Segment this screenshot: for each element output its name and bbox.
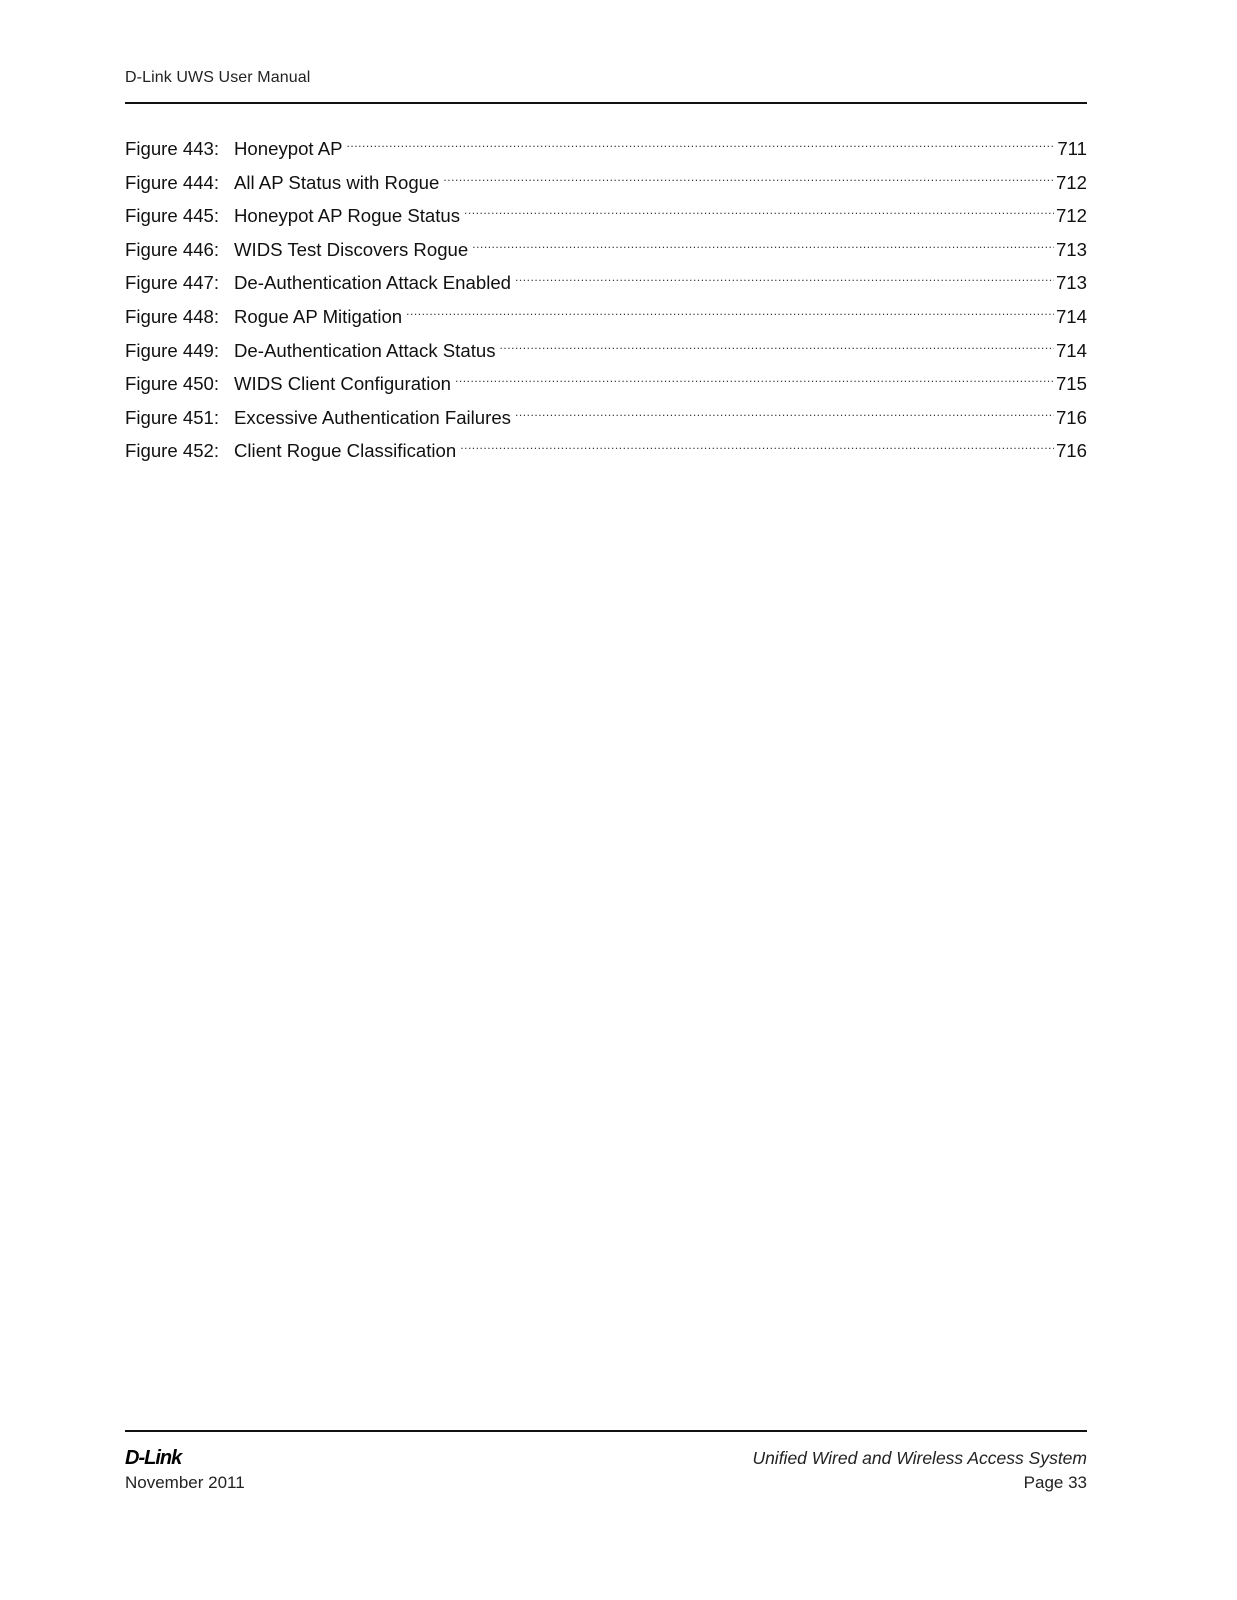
- toc-entry[interactable]: [125, 303, 1087, 337]
- figure-number: Figure 447:: [125, 272, 220, 294]
- footer-page-number: Page 33: [1023, 1473, 1087, 1492]
- toc-entry[interactable]: [125, 135, 1087, 169]
- toc-entry[interactable]: [125, 169, 1087, 203]
- dot-leader: [464, 202, 1054, 222]
- header-title: D-Link UWS User Manual: [125, 69, 311, 86]
- figure-page-number: 711: [1057, 138, 1087, 159]
- figure-title: WIDS Client Configuration: [234, 373, 452, 395]
- dot-leader: [472, 236, 1054, 256]
- footer-date: November 2011: [125, 1473, 245, 1492]
- figure-title: Client Rogue Classification: [234, 440, 457, 462]
- figure-page-number: 712: [1055, 205, 1087, 227]
- page-header: [125, 64, 1087, 104]
- figure-page-number: 714: [1055, 305, 1087, 327]
- toc-entry[interactable]: [125, 404, 1087, 438]
- figure-title: WIDS Test Discovers Rogue: [234, 238, 469, 260]
- toc-entry[interactable]: [125, 269, 1087, 303]
- dot-leader: [460, 437, 1054, 457]
- dot-leader: [443, 169, 1054, 189]
- dot-leader: [347, 135, 1056, 155]
- figure-page-number: 715: [1055, 373, 1087, 395]
- figure-page-number: 714: [1055, 339, 1087, 361]
- dot-leader: [406, 303, 1054, 323]
- figure-number: Figure 445:: [125, 205, 220, 227]
- list-of-figures: [125, 135, 1087, 471]
- figure-number: Figure 443:: [125, 138, 220, 159]
- figure-page-number: 713: [1055, 272, 1087, 294]
- figure-page-number: 713: [1055, 238, 1087, 260]
- page-footer: [125, 1430, 1087, 1510]
- toc-entry[interactable]: [125, 437, 1087, 471]
- figure-number: Figure 451:: [125, 406, 220, 428]
- figure-number: Figure 450:: [125, 373, 220, 395]
- figure-page-number: 716: [1055, 406, 1087, 428]
- footer-system-name: Unified Wired and Wireless Access System: [752, 1448, 1087, 1468]
- dot-leader: [500, 337, 1054, 357]
- toc-entry[interactable]: [125, 236, 1087, 270]
- dot-leader: [515, 404, 1054, 424]
- figure-page-number: 712: [1055, 171, 1087, 193]
- figure-number: Figure 452:: [125, 440, 220, 462]
- toc-entry[interactable]: [125, 370, 1087, 404]
- figure-title: All AP Status with Rogue: [234, 171, 440, 193]
- dot-leader: [515, 269, 1054, 289]
- figure-number: Figure 446:: [125, 238, 220, 260]
- figure-title: De-Authentication Attack Enabled: [234, 272, 512, 294]
- dlink-logo: [125, 1446, 191, 1468]
- svg-text:D-Link: D-Link: [125, 1447, 182, 1468]
- figure-title: Honeypot AP Rogue Status: [234, 205, 461, 227]
- figure-title: Honeypot AP: [234, 138, 343, 159]
- figure-title: Rogue AP Mitigation: [234, 305, 403, 327]
- figure-title: De-Authentication Attack Status: [234, 339, 496, 361]
- figure-title: Excessive Authentication Failures: [234, 406, 511, 428]
- dot-leader: [455, 370, 1054, 390]
- toc-entry[interactable]: [125, 337, 1087, 371]
- toc-entry[interactable]: [125, 202, 1087, 236]
- figure-number: Figure 449:: [125, 339, 220, 361]
- figure-number: Figure 444:: [125, 171, 220, 193]
- figure-number: Figure 448:: [125, 305, 220, 327]
- figure-page-number: 716: [1055, 440, 1087, 462]
